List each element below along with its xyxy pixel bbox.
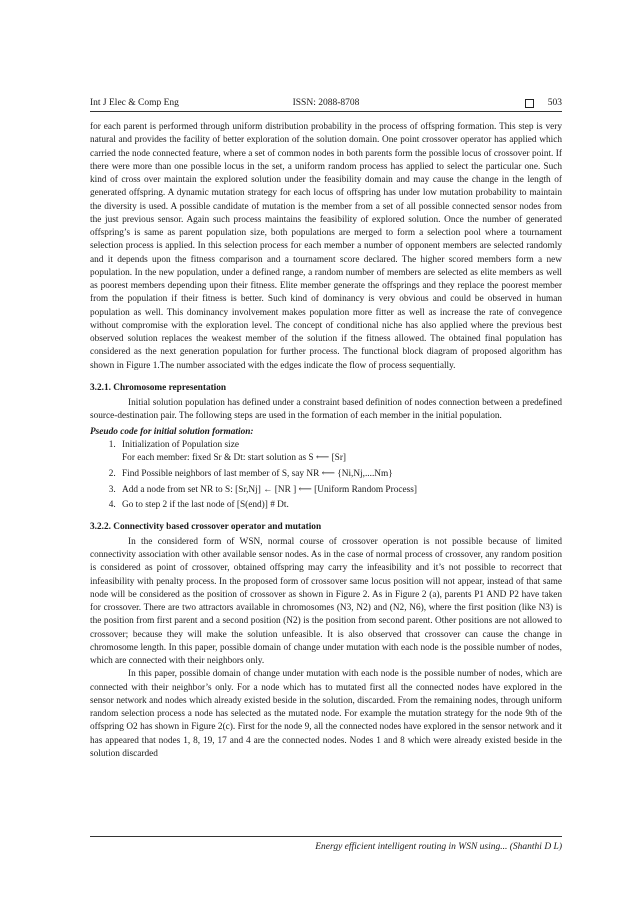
step-main: Initialization of Population size [122,439,239,450]
section-321-heading: 3.2.1. Chromosome representation [90,382,227,393]
pseudo-code-steps [90,439,562,513]
journal-name: Int J Elec & Comp Eng [90,98,179,108]
header-rule [90,111,562,112]
step-main: Go to step 2 if the last node of [S(end)] # Dt. [122,500,289,511]
section-322-heading: 3.2.2. Connectivity based crossover operator and mutation [90,521,322,532]
pseudo-step [118,468,562,481]
pseudo-step [118,439,562,466]
step-main: Find Possible neighbors of last member of S, say NR ⟵ {Ni,Nj,....Nm} [122,468,393,479]
step-sub: For each member: fixed Sr & Dt: start solution as S ⟵ [Sr] [122,453,347,463]
page-header [90,96,562,110]
section-321-paragraph: Initial solution population has defined under a constraint based definition of nodes connection between a predefined source-destination pair. The following steps are used in the formation of each member in the initial population. [90,398,562,422]
body-text [90,121,562,761]
square-icon [525,99,534,108]
page-number: 503 [547,98,562,108]
issn: ISSN: 2088-8708 [292,98,360,108]
section-322-paragraph-2: In this paper, possible domain of change under mutation with each node is the possible number of nodes, which are connected with their neighbor’s only. For a node which has to mutated first all the connected nodes have explored in the sensor network and nodes which already existed beside in the solution, discarded. From the remaining nodes, through uniform random selection process a node has selected as the mutated node. For example the mutation strategy for the node 9th of the offspring O2 has shown in Figure 2(c). First for the node 9, all the connected nodes have explored in the sensor network and it has appeared that nodes 1, 8, 19, 17 and 4 are the connected nodes. Nodes 1 and 8 which were already existed beside in the solution discarded [90,669,562,759]
intro-paragraph: for each parent is performed through uniform distribution probability in the process of offspring formation. This step is very natural and provides the facility of better exploration of the solution domain. One point crossover operator has applied which carried the node connected feature, where a set of common nodes in both parents form the possible locus of crossover point. If there were more than one possible locus in the set, a uniform random process has applied to select the particular one. Such kind of cross over maintain the explored solution under the feasibility domain and may cause the change in the length of generated offspring. A dynamic mutation strategy for each locus of offspring has under low mutation probability to maintain the diversity is used. A possible candidate of mutation is the member from a set of all possible connected sensor nodes from the just previous sensor. Again such process maintains the feasibility of explored solution. Once the number of generated offspring’s is same as parent population size, both populations are merged to form a selection pool where a tournament selection process is applied. In this selection process for each member a number of opponent members are selected randomly and it depends upon the fitness comparison and a tournament score declared. The higher scored members form a new population. In the new population, under a defined range, a random number of members are selected as elite members as well as poorest members depending upon their fitness. Elite member generate the offsprings and they replace the poorest member from the population if their fitness is better. Such kind of dominancy is very obvious and could be observed in human population as well. This dominancy involvement makes population more fitter as well as increase the rate of convegence without compromise with the exploration level. The concept of conditional niche has also applied where the previous best observed solution replaces the weakest member of the solution if the fitness allowed. The obtained final population has considered as the next generation population for further process. The functional block diagram of proposed algorithm has shown in Figure 1.The number associated with the edges indicate the flow of process sequentially. [90,122,562,371]
pseudo-step [118,484,562,497]
pseudo-step [118,499,562,512]
running-title: Energy efficient intelligent routing in WSN using... (Shanthi D L) [315,842,562,852]
section-322-paragraph-1: In the considered form of WSN, normal course of crossover operation is not possible because of limited connectivity association with other available sensor nodes. As in the case of normal process of crossover, any random position is considered as point of crossover, obtained offspring may carry the infeasibility and it’s not possible to recorrect that infeasibility with penalty process. In the proposed form of crossover same locus position will not appear, instead of that same node will be considered as the position of crossover as shown in Figure 2. As in Figure 2 (a), parents P1 AND P2 have taken for crossover. There are two attractors available in chromosomes (N3, N2) and (N2, N6), where the first position (like N3) is the position from first parent and a second position (N2) is the position from second parent. Other positions are not allowed to crossover; because they will make the solution unfeasible. It is also observed that crossover can cause the change in chromosome length. In this paper, possible domain of change under mutation with each node is the possible number of nodes, which are connected with their neighbors only. [90,536,562,666]
footer-rule [90,836,562,837]
pseudo-code-title: Pseudo code for initial solution formation: [90,426,254,437]
step-main: Add a node from set NR to S: [Sr,Nj] ← [NR ] ⟵ [Uniform Random Process] [122,484,417,495]
